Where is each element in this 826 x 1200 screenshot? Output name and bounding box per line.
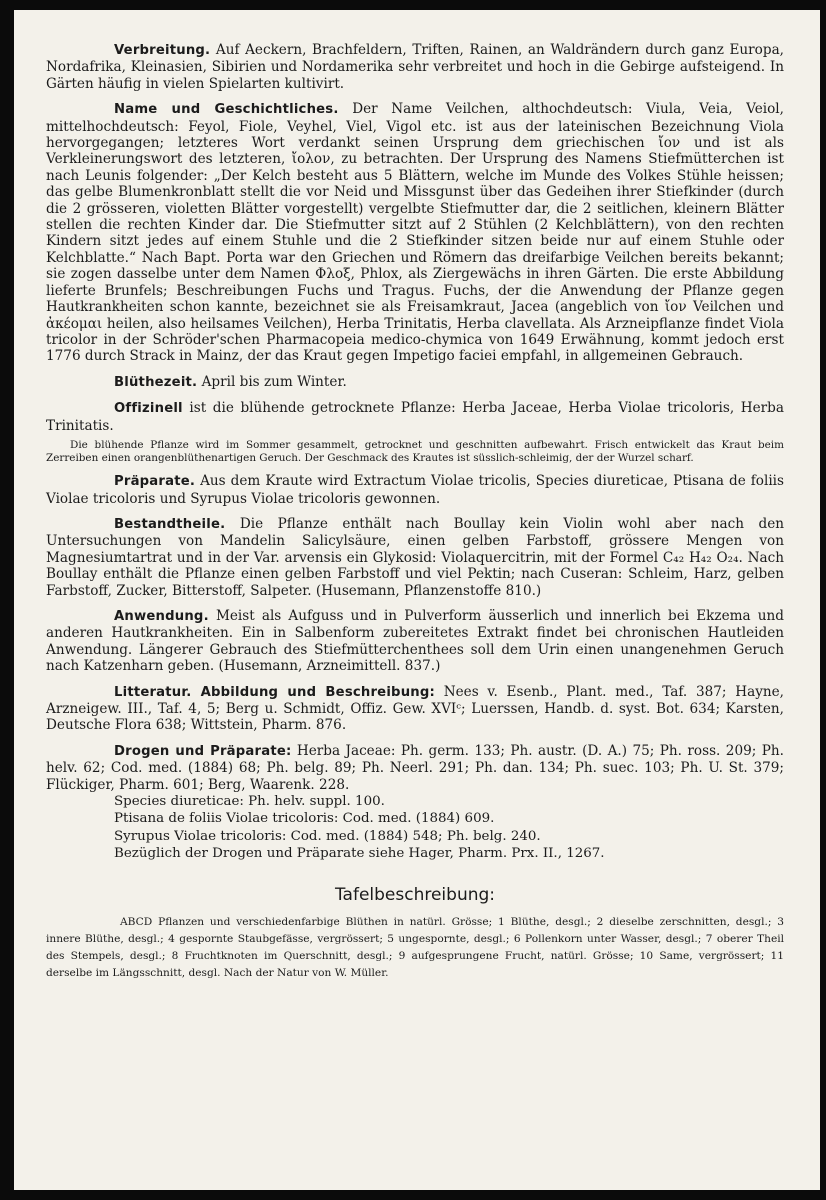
- text-name-geschichte: Der Name Veilchen, althochdeutsch: Viula, Veia, Veiol, mittelhochdeutsch: Feyol, Fiole, Veyhel, Viel, Vigol etc. ist aus der lateinischen Bezeichnung Viola hervorgegangen; letzteres Wort verdankt seinen Ursprung dem griechischen ἴον und ist als Verkleinerungswort des letzteren, ἴολον, zu betrachten. Der Ursprung des Namens Stiefmütterchen ist nach Leunis folgender: „Der Kelch besteht aus 5 Blättern, welche im Munde des Volkes Stühle heissen; das gelbe Blumenkronblatt stellt die vor Neid und Missgunst über das Gedeihen ihrer Stiefkinder (durch die 2 grösseren, violetten Blätter vorgestellt) vergelbte Stiefmutter dar, die 2 seitlichen, kleinern Blätter stellen die rechten Kinder dar. Die Stiefmutter sitzt auf 2 Stühlen (2 Kelchblättern), von den rechten Kindern sitzt jedes auf einem Stuhle und die 2 Stiefkinder sitzen beide nur auf einem Stuhle oder Kelchblatte.“ Nach Bapt. Porta war den Griechen und Römern das dreifarbige Veilchen bereits bekannt; sie zogen dasselbe unter dem Namen Φλοξ, Phlox, als Ziergewächs in ihren Gärten. Die erste Abbildung lieferte Brunfels; Beschreibungen Fuchs und Tragus. Fuchs, der die Anwendung der Pflanze gegen Hautkrankheiten schon kannte, bezeichnet sie als Freisamkraut, Jacea (angeblich von ἴον Veilchen und ἀκέομαι heilen, also heilsames Veilchen), Herba Trinitatis, Herba clavellata. Als Arzneipflanze findet Viola tricolor in der Schröder'schen Pharmacopeia medico-chymica von 1649 Erwähnung, kommt jedoch erst 1776 durch Strack in Mainz, der das Kraut gegen Impetigo faciei empfahl, in allgemeinen Gebrauch.: [46, 101, 784, 365]
- reference-line: Species diureticae: Ph. helv. suppl. 100.: [114, 794, 385, 810]
- section-praeparate: [46, 473, 784, 507]
- text-bluethezeit: April bis zum Winter.: [201, 373, 347, 390]
- note-offizinell: Die blühende Pflanze wird im Sommer gesammelt, getrocknet und geschnitten aufbewahrt. Frisch entwickelt das Kraut beim Zerreiben einen orangenblüthenartigen Geruch. Der Geschmack des Krautes ist süsslich-schleimig, der der Wurzel scharf.: [46, 438, 784, 464]
- reference-line: Syrupus Violae tricoloris: Cod. med. (1884) 548; Ph. belg. 240.: [114, 828, 541, 844]
- text-bestandtheile: Die Pflanze enthält nach Boullay kein Violin wohl aber nach den Untersuchungen von Mandelin Salicylsäure, einen gelben Farbstoff, grössere Mengen von Magnesiumtartrat und in der Var. arvensis ein Glykosid: Violaquercitrin, mit der Formel C₄₂ H₄₂ O₂₄. Nach Boullay enthält die Pflanze einen gelben Farbstoff und viel Pektin; nach Cuseran: Schleim, Harz, gelben Farbstoff, Zucker, Bitterstoff, Salpeter. (Husemann, Pflanzenstoffe 810.): [46, 515, 784, 599]
- section-bluethezeit: [46, 374, 784, 391]
- section-offizinell: [46, 400, 784, 434]
- reference-line: Ptisana de foliis Violae tricoloris: Cod. med. (1884) 609.: [114, 811, 495, 827]
- document-page: [14, 10, 820, 1190]
- reference-line: Bezüglich der Drogen und Präparate siehe Hager, Pharm. Prx. II., 1267.: [114, 846, 605, 862]
- heading-litteratur: Litteratur. Abbildung und Beschreibung:: [114, 684, 435, 700]
- heading-verbreitung: Verbreitung.: [114, 43, 211, 58]
- heading-bluethezeit: Blüthezeit.: [114, 374, 198, 390]
- heading-offizinell: Offizinell: [114, 401, 183, 417]
- heading-drogen: Drogen und Präparate:: [114, 743, 292, 759]
- heading-praeparate: Präparate.: [114, 474, 196, 490]
- tafel-text: ABCD Pflanzen und verschiedenfarbige Blüthen in natürl. Grösse; 1 Blüthe, desgl.; 2 dieselbe zerschnitten, desgl.; 3 innere Blüthe, desgl.; 4 gespornte Staubgefässe, vergrössert; 5 ungespornte, desgl.; 6 Pollenkorn unter Wasser, desgl.; 7 oberer Theil des Stempels, desgl.; 8 Fruchtknoten im Querschnitt, desgl.; 9 aufgesprungene Frucht, natürl. Grösse; 10 Same, vergrössert; 11 derselbe im Längsschnitt, desgl. Nach der Natur von W. Müller.: [46, 915, 784, 979]
- section-litteratur: [46, 684, 784, 734]
- section-bestandtheile: [46, 516, 784, 599]
- text-praeparate: Aus dem Kraute wird Extractum Violae tricolis, Species diureticae, Ptisana de foliis Violae tricoloris und Syrupus Violae tricoloris gewonnen.: [46, 473, 784, 507]
- text-drogen: Herba Jaceae: Ph. germ. 133; Ph. austr. (D. A.) 75; Ph. ross. 209; Ph. helv. 62; Cod. med. (1884) 68; Ph. belg. 89; Ph. Neerl. 291; Ph. dan. 134; Ph. suec. 103; Ph. U. St. 379; Flückiger, Pharm. 601; Berg, Waarenk. 228.: [46, 742, 784, 793]
- section-anwendung: [46, 608, 784, 675]
- text-litteratur: Nees v. Esenb., Plant. med., Taf. 387; Hayne, Arzneigew. III., Taf. 4, 5; Berg u. Schmidt, Offiz. Gew. XVIᶜ; Luerssen, Handb. d. syst. Bot. 634; Karsten, Deutsche Flora 638; Wittstein, Pharm. 876.: [46, 683, 784, 734]
- tafel-title: Tafelbeschreibung:: [334, 884, 496, 905]
- text-verbreitung: Auf Aeckern, Brachfeldern, Triften, Rainen, an Waldrändern durch ganz Europa, Nordafrika, Kleinasien, Sibirien und Nordamerika sehr verbreitet und hoch in die Gebirge aufsteigend. In Gärten häufig in vielen Spielarten kultivirt.: [46, 42, 784, 92]
- section-name-geschichte: [46, 101, 784, 365]
- heading-name-geschichte: Name und Geschichtliches.: [114, 102, 339, 118]
- heading-bestandtheile: Bestandtheile.: [114, 516, 226, 532]
- section-drogen: [46, 743, 784, 793]
- text-anwendung: Meist als Aufguss und in Pulverform äusserlich und innerlich bei Ekzema und anderen Hautkrankheiten. Ein in Salbenform zubereitetes Extrakt findet bei chronischen Hautleiden Anwendung. Längerer Gebrauch des Stiefmütterchenthees soll dem Urin einen unangenehmen Geruch nach Katzenharn geben. (Husemann, Arzneimittell. 837.): [46, 607, 784, 675]
- text-offizinell: ist die blühende getrocknete Pflanze: Herba Jaceae, Herba Violae tricoloris, Herba Trinitatis.: [46, 400, 784, 434]
- heading-anwendung: Anwendung.: [114, 608, 209, 624]
- section-verbreitung: [46, 42, 784, 92]
